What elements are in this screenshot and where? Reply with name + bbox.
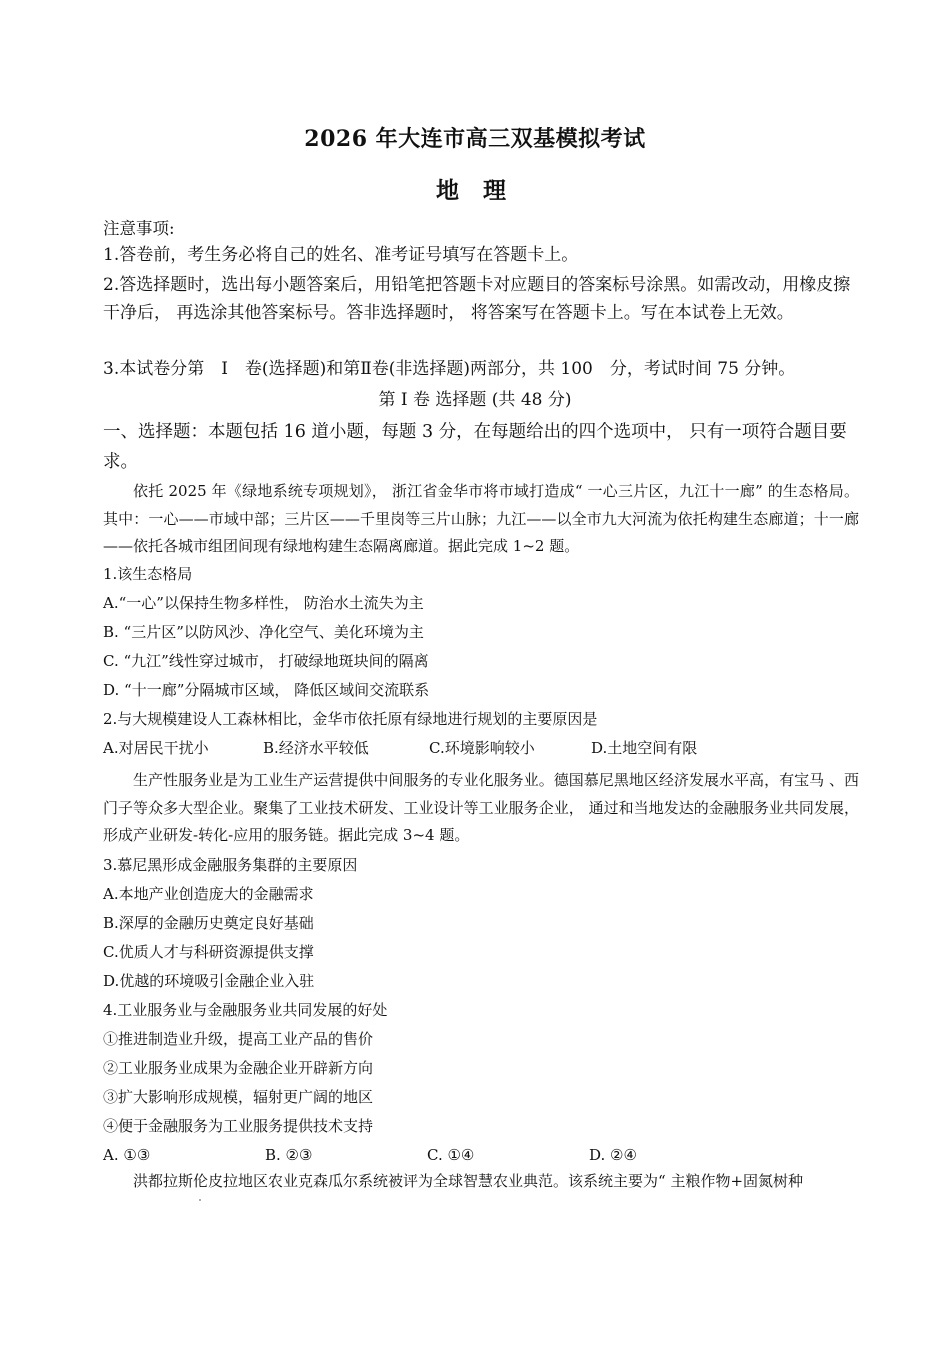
exam-title: 2026 年大连市高三双基模拟考试 (304, 126, 646, 152)
question-4-option-b: B. ②③ (265, 1146, 313, 1164)
question-1-option-c: C. “九江”线性穿过城市， 打破绿地斑块间的隔离 (103, 652, 429, 670)
question-4-option-d: D. ②④ (589, 1146, 637, 1164)
passage-3: 洪都拉斯伦皮拉地区农业克森瓜尔系统被评为全球智慧农业典范。该系统主要为“ 主粮作物+固氮树种 (133, 1172, 804, 1190)
question-1-option-d: D. “十一廊”分隔城市区域， 降低区域间交流联系 (103, 681, 430, 699)
question-1-option-a: A.“一心”以保持生物多样性， 防治水土流失为主 (103, 594, 424, 612)
part-instruction: 一、选择题：本题包括 16 道小题，每题 3 分，在每题给出的四个选项中， 只有一项符合题目要求。 (103, 422, 847, 472)
question-2-option-b: B.经济水平较低 (263, 739, 369, 757)
question-2-option-a: A.对居民干扰小 (103, 739, 209, 757)
question-1-option-b: B. “三片区”以防风沙、净化空气、美化环境为主 (103, 623, 424, 641)
question-3-option-d: D.优越的环境吸引金融企业入驻 (103, 972, 315, 990)
question-4-stem: 4.工业服务业与金融服务业共同发展的好处 (103, 1001, 388, 1019)
question-3-option-b: B.深厚的金融历史奠定良好基础 (103, 914, 314, 932)
question-3-stem: 3.慕尼黑形成金融服务集群的主要原因 (103, 856, 358, 874)
question-4-option-c: C. ①④ (427, 1146, 475, 1164)
notice-heading: 注意事项: (103, 219, 175, 238)
subject-title: 地 理 (435, 177, 514, 204)
notice-item-1: 1.答卷前，考生务必将自己的姓名、准考证号填写在答题卡上。 (103, 245, 579, 265)
question-4-statement-1: ①推进制造业升级，提高工业产品的售价 (103, 1030, 374, 1048)
notice-item-2: 2.答选择题时，选出每小题答案后，用铅笔把答题卡对应题目的答案标号涂黑。如需改动，用橡皮擦干净后， 再选涂其他答案标号。答非选择题时， 将答案写在答题卡上。写在本试卷上无效。 (103, 275, 851, 323)
notice-item-3: 3.本试卷分第 Ⅰ 卷(选择题)和第Ⅱ卷(非选择题)两部分，共 100 分，考试时间 75 分钟。 (103, 359, 796, 379)
question-4-statement-3: ③扩大影响形成规模，辐射更广阔的地区 (103, 1088, 374, 1106)
question-2-option-d: D.土地空间有限 (591, 739, 698, 757)
passage-1: 依托 2025 年《绿地系统专项规划》， 浙江省金华市将市域打造成“ 一心三片区，九江十一廊” 的生态格局。其中：一心——市域中部；三片区——千里岗等三片山脉；九江——以全市九大河流为依托构建生态廊道；十一廊——依托各城市组团间现有绿地构建生态隔离廊道。据此完成 1~2 题。 (103, 482, 859, 555)
question-2-option-c: C.环境影响较小 (429, 739, 535, 757)
question-4-statement-2: ②工业服务业成果为金融企业开辟新方向 (103, 1059, 374, 1077)
scan-speck (199, 1199, 201, 1201)
section-title: 第 Ⅰ 卷 选择题 (共 48 分) (378, 390, 572, 410)
question-3-option-a: A.本地产业创造庞大的金融需求 (103, 885, 314, 903)
question-4-statement-4: ④便于金融服务为工业服务提供技术支持 (103, 1117, 374, 1135)
question-2-stem: 2.与大规模建设人工森林相比，金华市依托原有绿地进行规划的主要原因是 (103, 710, 598, 728)
question-4-option-a: A. ①③ (103, 1146, 151, 1164)
question-3-option-c: C.优质人才与科研资源提供支撑 (103, 943, 314, 961)
passage-2: 生产性服务业是为工业生产运营提供中间服务的专业化服务业。德国慕尼黑地区经济发展水平高，有宝马 、西门子等众多大型企业。聚集了工业技术研发、工业设计等工业服务企业， 通过和当地发达的金融服务业共同发展，形成产业研发-转化-应用的服务链。据此完成 3~4 题。 (103, 771, 859, 844)
question-1-stem: 1.该生态格局 (103, 565, 193, 583)
